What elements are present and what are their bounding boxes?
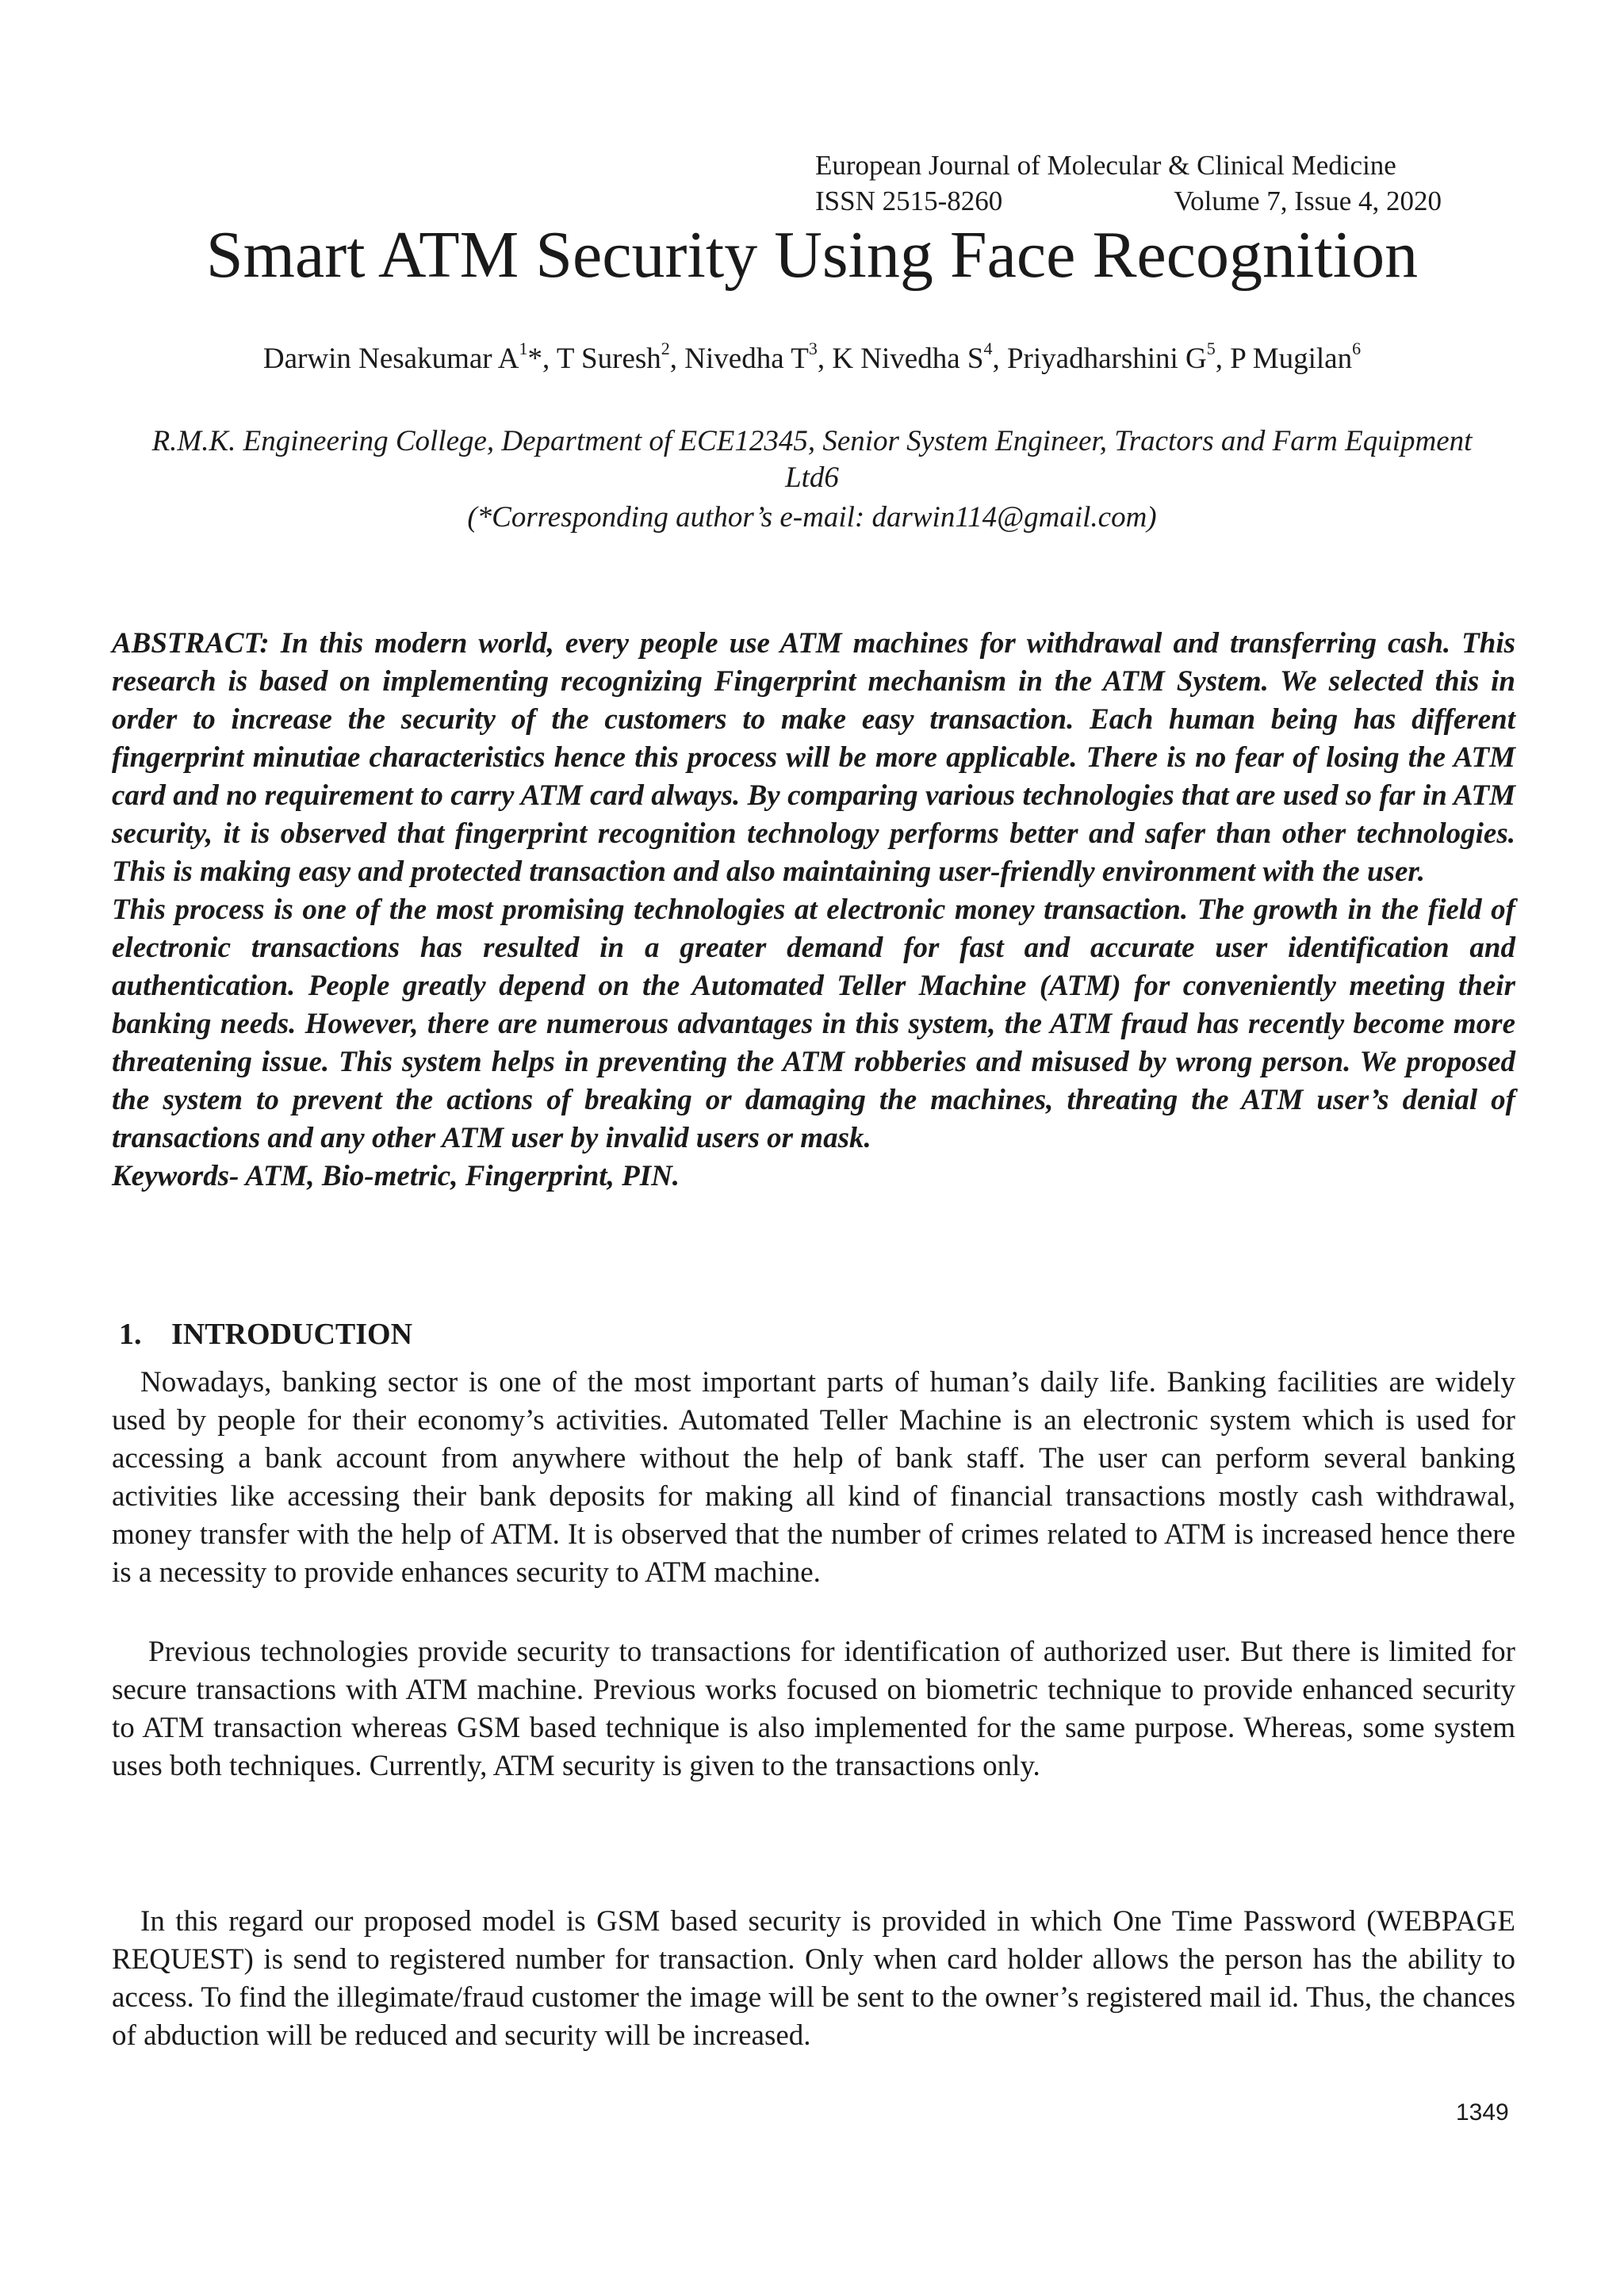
keywords: Keywords- ATM, Bio-metric, Fingerprint, PIN. bbox=[112, 1160, 680, 1192]
author-separator: *, bbox=[527, 342, 557, 375]
author-separator: , bbox=[669, 342, 685, 375]
journal-issn-volume-row bbox=[815, 183, 1442, 219]
journal-header bbox=[815, 147, 1442, 219]
author-affiliation-mark: 2 bbox=[661, 339, 670, 358]
author-name: Priyadharshini G bbox=[1006, 342, 1207, 375]
author-list bbox=[0, 339, 1624, 379]
author-separator: , bbox=[992, 342, 1007, 375]
journal-volume-issue: Volume 7, Issue 4, 2020 bbox=[1174, 186, 1442, 216]
author-name: K Nivedha S bbox=[832, 342, 984, 375]
section-number: 1. bbox=[119, 1318, 142, 1351]
abstract-paragraph: This process is one of the most promising technologies at electronic money transaction. The growth in the field of electronic transactions has resulted in a greater demand for fast and accurate user identification and authentication. People greatly depend on the Automated Teller Machine (ATM) for conveniently meeting their banking needs. However, there are numerous advantages in this system, the ATM fraud has recently become more threatening issue. This system helps in preventing the ATM robberies and misused by wrong person. We proposed the system to prevent the actions of breaking or damaging the machines, threating the ATM user’s denial of transactions and any other ATM user by invalid users or mask. bbox=[112, 894, 1515, 1154]
author-affiliation-mark: 6 bbox=[1352, 339, 1362, 358]
author-name: Nivedha T bbox=[684, 342, 809, 375]
abstract-paragraph: ABSTRACT: In this modern world, every people use ATM machines for withdrawal and transferring cash. This research is based on implementing recognizing Fingerprint mechanism in the ATM System. We selected this in order to increase the security of the customers to make easy transaction. Each human being has different fingerprint minutiae characteristics hence this process will be more applicable. There is no fear of losing the ATM card and no requirement to carry ATM card always. By comparing various technologies that are used so far in ATM security, it is observed that fingerprint recognition technology performs better and safer than other technologies. This is making easy and protected transaction and also maintaining user-friendly environment with the user. bbox=[112, 627, 1515, 888]
corresponding-author-email: (*Corresponding author’s e-mail: darwin114@gmail.com) bbox=[467, 501, 1157, 534]
author-affiliation-mark: 3 bbox=[808, 339, 818, 358]
section-heading-introduction bbox=[119, 1314, 412, 1354]
paper-title: Smart ATM Security Using Face Recognition bbox=[205, 218, 1419, 292]
section-title: INTRODUCTION bbox=[171, 1318, 413, 1351]
author-separator: , bbox=[1215, 342, 1231, 375]
author-affiliation-mark: 5 bbox=[1206, 339, 1216, 358]
body-paragraph: Nowadays, banking sector is one of the most important parts of human’s daily life. Banking facilities are widely used by people for their economy’s activities. Automated Teller Machine is an electronic system which is used for accessing a bank account from anywhere without the help of bank staff. The user can perform several banking activities like accessing their bank deposits for making all kind of financial transactions mostly cash withdrawal, money transfer with the help of ATM. It is observed that the number of crimes related to ATM is increased hence there is a necessity to provide enhances security to ATM machine. bbox=[112, 1366, 1515, 1589]
abstract bbox=[112, 625, 1515, 1196]
journal-issn: ISSN 2515-8260 bbox=[815, 186, 1003, 216]
journal-name: European Journal of Molecular & Clinical Medicine bbox=[815, 150, 1396, 181]
affiliation: R.M.K. Engineering College, Department of ECE12345, Senior System Engineer, Tractors and Farm Equipment Ltd6 bbox=[151, 425, 1473, 494]
body-paragraph: Previous technologies provide security to transactions for identification of authorized user. But there is limited for secure transactions with ATM machine. Previous works focused on biometric technique to provide enhanced security to ATM transaction whereas GSM based technique is also implemented for the same purpose. Whereas, some system uses both techniques. Currently, ATM security is given to the transactions only. bbox=[112, 1636, 1515, 1782]
author-separator: , bbox=[817, 342, 833, 375]
author-name: P Mugilan bbox=[1230, 342, 1353, 375]
author-name: T Suresh bbox=[556, 342, 661, 375]
author-affiliation-mark: 4 bbox=[983, 339, 993, 358]
page-number: 1349 bbox=[1456, 2099, 1509, 2126]
author-affiliation-mark: 1 bbox=[519, 339, 528, 358]
author-name: Darwin Nesakumar A bbox=[262, 342, 519, 375]
affiliation-block bbox=[127, 423, 1497, 536]
body-paragraph: In this regard our proposed model is GSM based security is provided in which One Time Password (WEBPAGE REQUEST) is send to registered number for transaction. Only when card holder allows the person has the ability to access. To find the illegimate/fraud customer the image will be sent to the owner’s registered mail id. Thus, the chances of abduction will be reduced and security will be increased. bbox=[112, 1905, 1515, 2052]
